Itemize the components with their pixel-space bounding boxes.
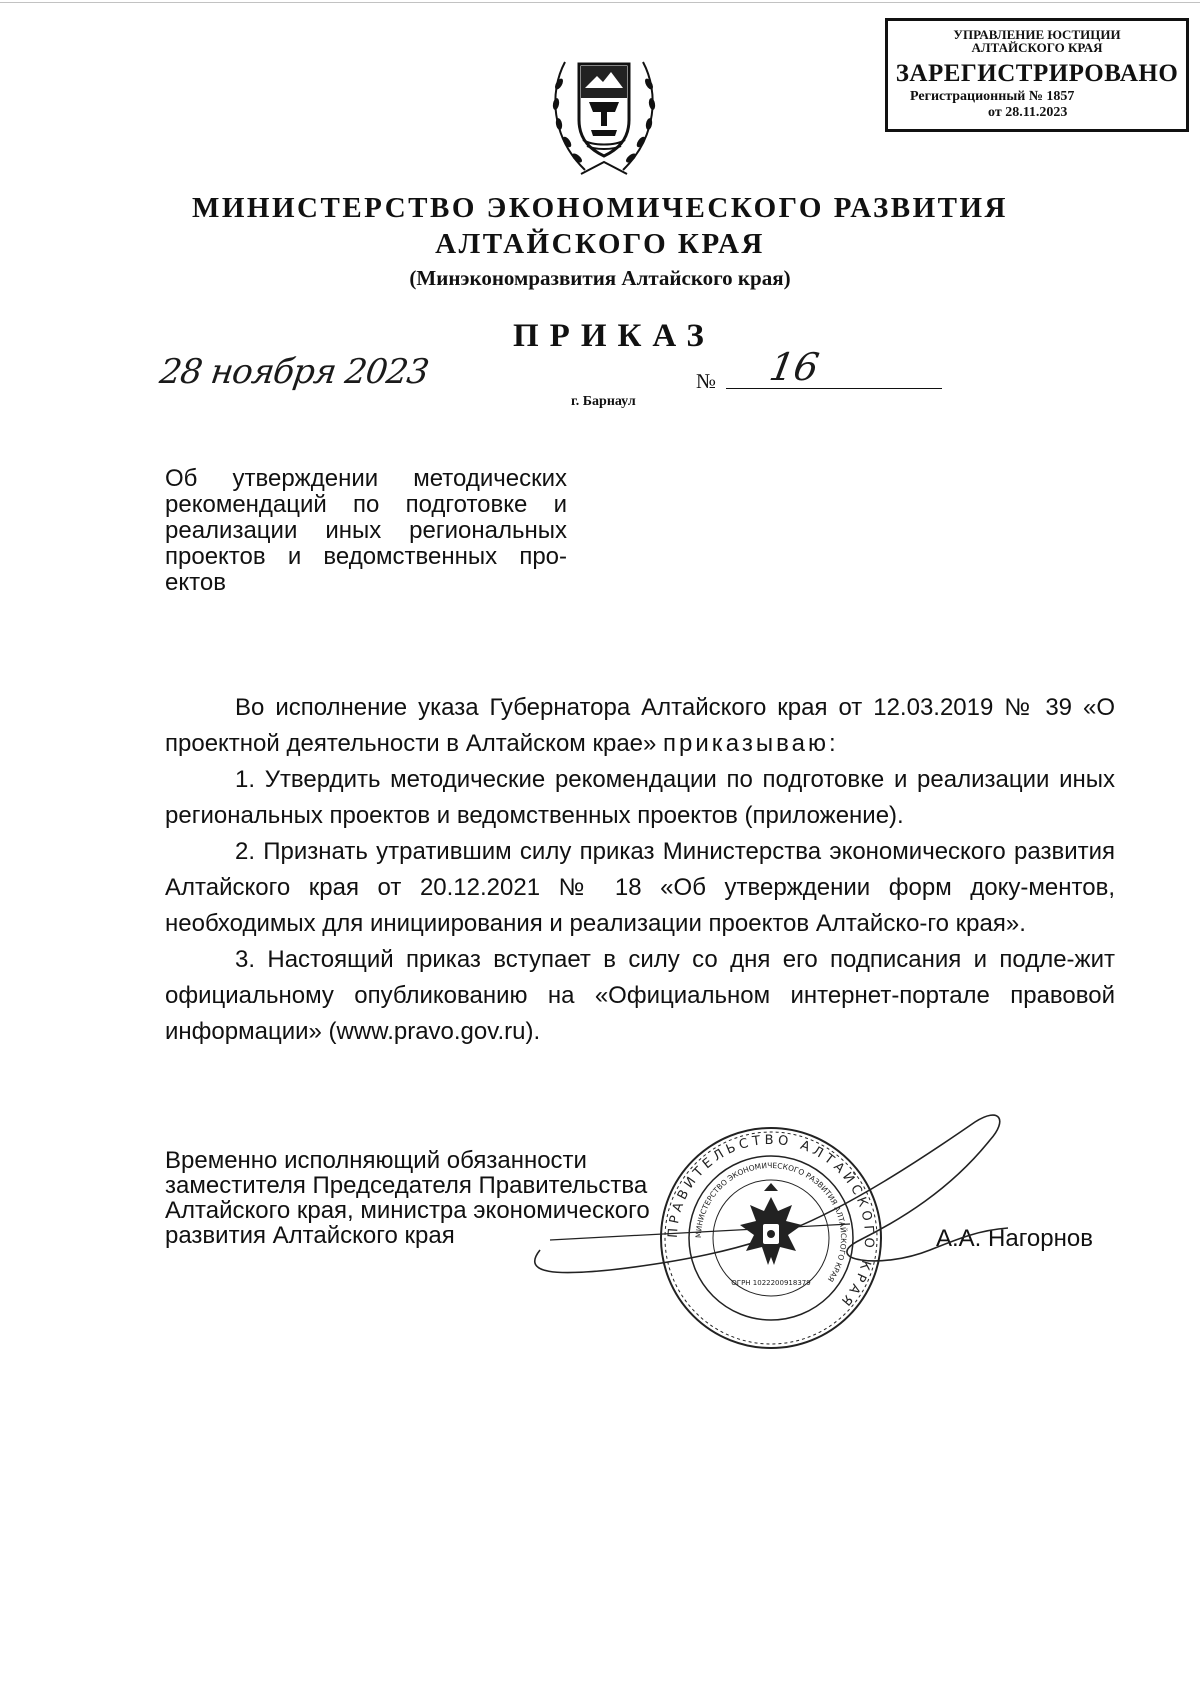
- ministry-name-line1: МИНИСТЕРСТВО ЭКОНОМИЧЕСКОГО РАЗВИТИЯ: [192, 192, 1008, 224]
- order-subject: Об утверждении методических рекомендаций по подготовке и реализации иных региональных проектов и ведомственных про-ектов: [165, 465, 567, 596]
- signature-title-line1: Временно исполняющий обязанности: [165, 1147, 587, 1174]
- seal-inner-text: МИНИСТЕРСТВО ЭКОНОМИЧЕСКОГО РАЗВИТИЯ АЛТАЙСКОГО КРАЯ: [693, 1160, 849, 1284]
- order-title: ПРИКАЗ: [513, 318, 715, 354]
- body-intro-keyword: приказываю:: [663, 730, 839, 757]
- order-number-handwritten: 16: [766, 345, 823, 389]
- signature-title-line3: Алтайского края, министра экономического: [165, 1197, 650, 1224]
- body-intro: [165, 690, 1115, 762]
- seal-outer-text: ПРАВИТЕЛЬСТВО АЛТАЙСКОГО КРАЯ: [665, 1132, 877, 1312]
- seal-ogrn: ОГРН 1022200918379: [731, 1279, 811, 1287]
- signature-title-line2: заместителя Председателя Правительства: [165, 1172, 648, 1199]
- order-number-sign: №: [696, 369, 717, 393]
- ministry-name-line2: АЛТАЙСКОГО КРАЯ: [435, 228, 765, 260]
- top-edge-line: [0, 2, 1200, 3]
- order-number-underline: [726, 388, 942, 389]
- registration-date: от 28.11.2023: [988, 105, 1068, 120]
- registration-authority-line1: УПРАВЛЕНИЕ ЮСТИЦИИ: [953, 27, 1121, 42]
- order-body: [165, 690, 1115, 1050]
- body-item-1: 1. Утвердить методические рекомендации по подготовке и реализации иных региональных проектов и ведомственных проектов (приложение).: [165, 766, 1115, 829]
- ministry-short-name: (Минэкономразвития Алтайского края): [409, 266, 791, 290]
- order-date-handwritten: 28 ноября 2023: [157, 352, 431, 392]
- russian-double-headed-eagle-icon: [740, 1183, 802, 1265]
- signature-title-line4: развития Алтайского края: [165, 1222, 455, 1249]
- body-item-2: 2. Признать утратившим силу приказ Министерства экономического развития Алтайского края от 20.12.2021 № 18 «Об утверждении форм доку-ментов, необходимых для инициирования и реализации проектов Алтайско-го края».: [165, 838, 1115, 937]
- order-city: г. Барнаул: [571, 394, 636, 409]
- body-item-3: 3. Настоящий приказ вступает в силу со дня его подписания и подле-жит официальному опубликованию на «Официальном интернет-портале правовой информации» (www.pravo.gov.ru).: [165, 946, 1115, 1045]
- registration-status: ЗАРЕГИСТРИРОВАНО: [895, 60, 1179, 87]
- registration-number: Регистрационный № 1857: [910, 89, 1075, 104]
- altai-krai-coat-of-arms-icon: [545, 42, 663, 182]
- registration-stamp: [885, 18, 1189, 132]
- body-intro-text: Во исполнение указа Губернатора Алтайского края от 12.03.2019 № 39 «О проектной деятельности в Алтайском крае»: [165, 694, 1115, 757]
- official-seal: [658, 1125, 884, 1351]
- registration-authority-line2: АЛТАЙСКОГО КРАЯ: [971, 40, 1103, 55]
- signer-name: А.А. Нагорнов: [936, 1225, 1093, 1252]
